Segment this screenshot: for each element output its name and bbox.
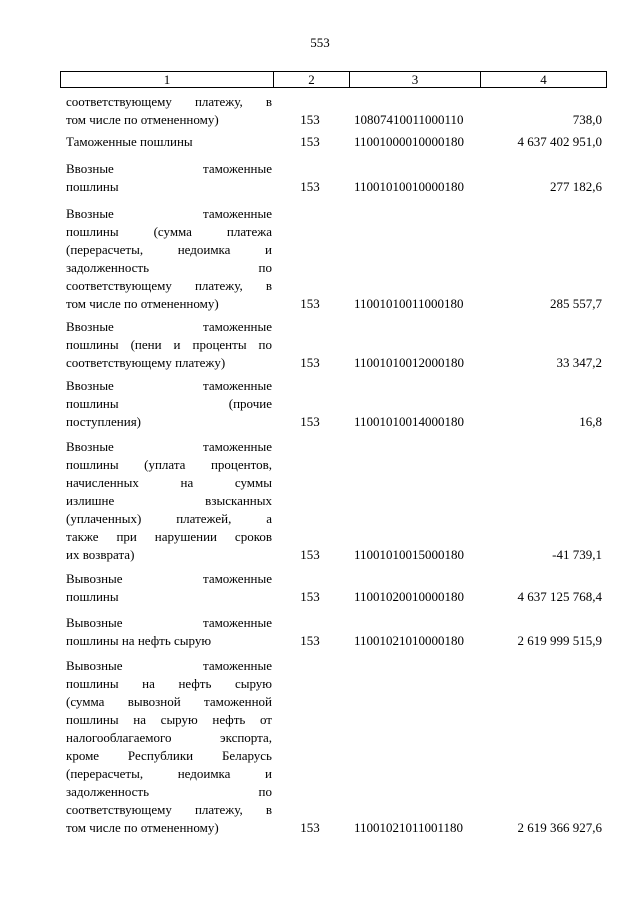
row-amount: 4 637 402 951,0 [517, 134, 602, 149]
row-classification-code: 11001010011000180 [354, 296, 464, 311]
table-header [60, 71, 607, 88]
row-name-line: Ввозные таможенные [66, 161, 272, 176]
row-amount: 2 619 366 927,6 [517, 820, 602, 835]
table-row [60, 93, 602, 129]
row-classification-code: 11001010015000180 [354, 547, 465, 562]
table-row [60, 570, 602, 606]
row-name [66, 438, 272, 564]
row-name-line: (перерасчеты, недоимка и [66, 242, 272, 257]
row-name-line: том числе по отмененному) [66, 112, 219, 127]
header-col-3: 3 [350, 72, 481, 88]
row-admin-code: 153 [300, 112, 320, 127]
table-row [60, 133, 602, 151]
row-name-line: пошлины (пени и проценты по [66, 337, 272, 352]
table-row [60, 205, 602, 313]
row-name-line: соответствующему платежу, в [66, 278, 272, 293]
row-admin-code: 153 [300, 633, 320, 648]
header-col-4: 4 [481, 72, 607, 88]
row-name-line: пошлины на сырую нефть от [66, 712, 272, 727]
row-classification-code: 11001010010000180 [354, 179, 465, 194]
row-name [66, 614, 272, 650]
row-name-line: пошлины [66, 589, 119, 604]
table-row [60, 160, 602, 196]
row-name-line: Ввозные таможенные [66, 439, 272, 454]
row-name-line: задолженность по [66, 260, 272, 275]
row-name [66, 570, 272, 606]
row-name-line: пошлины на нефть сырую [66, 676, 272, 691]
row-name-line: пошлины (сумма платежа [66, 224, 272, 239]
row-name-line: (уплаченных) платежей, а [66, 511, 272, 526]
row-name-line: налогооблагаемого экспорта, [66, 730, 272, 745]
row-classification-code: 11001020010000180 [354, 589, 465, 604]
row-name-line: Ввозные таможенные [66, 319, 272, 334]
row-admin-code: 153 [300, 414, 320, 429]
row-admin-code: 153 [300, 547, 320, 562]
header-col-1: 1 [61, 72, 274, 88]
row-admin-code: 153 [300, 134, 320, 149]
row-name-line: Ввозные таможенные [66, 378, 272, 393]
row-name-line: (сумма вывозной таможенной [66, 694, 272, 709]
table-row [60, 614, 602, 650]
row-admin-code: 153 [300, 589, 320, 604]
row-admin-code: 153 [300, 355, 320, 370]
table-row [60, 318, 602, 372]
row-name-line: пошлины на нефть сырую [66, 633, 212, 648]
row-name [66, 657, 272, 837]
row-classification-code: 10807410011000110 [354, 112, 464, 127]
row-name-line: том числе по отмененному) [66, 296, 219, 311]
row-amount: 16,8 [579, 414, 602, 429]
row-name-line: Вывозные таможенные [66, 571, 272, 586]
table-row [60, 377, 602, 431]
row-name-line: излишне взысканных [66, 493, 272, 508]
row-amount: 2 619 999 515,9 [517, 633, 602, 648]
row-name [66, 318, 272, 372]
row-name [66, 205, 272, 313]
row-classification-code: 11001021011001180 [354, 820, 464, 835]
row-classification-code: 11001010014000180 [354, 414, 465, 429]
row-name-line: Ввозные таможенные [66, 206, 272, 221]
row-name-line: пошлины (уплата процентов, [66, 457, 272, 472]
row-name [66, 377, 272, 431]
row-amount: -41 739,1 [552, 547, 602, 562]
row-amount: 33 347,2 [556, 355, 602, 370]
header-col-2: 2 [274, 72, 350, 88]
table-row [60, 657, 602, 837]
row-classification-code: 11001010012000180 [354, 355, 465, 370]
row-name-line: их возврата) [66, 547, 135, 562]
row-name-line: задолженность по [66, 784, 272, 799]
row-amount: 4 637 125 768,4 [517, 589, 602, 604]
row-name-line: также при нарушении сроков [66, 529, 272, 544]
row-classification-code: 11001000010000180 [354, 134, 465, 149]
row-name-line: (перерасчеты, недоимка и [66, 766, 272, 781]
row-name [66, 160, 272, 196]
row-name-line: соответствующему платежу, в [66, 94, 272, 109]
row-admin-code: 153 [300, 179, 320, 194]
row-admin-code: 153 [300, 820, 320, 835]
row-name-line: пошлины (прочие [66, 396, 272, 411]
row-name-line: пошлины [66, 179, 119, 194]
row-amount: 738,0 [572, 112, 602, 127]
row-name-line: начисленных на суммы [66, 475, 272, 490]
row-name-line: соответствующему платежу) [66, 355, 226, 370]
row-name [66, 93, 272, 129]
table-row [60, 438, 602, 564]
row-amount: 285 557,7 [550, 296, 602, 311]
row-name-line: соответствующему платежу, в [66, 802, 272, 817]
row-admin-code: 153 [300, 296, 320, 311]
row-name-line: поступления) [66, 414, 141, 429]
row-name-line: том числе по отмененному) [66, 820, 219, 835]
row-amount: 277 182,6 [550, 179, 602, 194]
page-number: 553 [310, 35, 330, 50]
row-name-line: Вывозные таможенные [66, 658, 272, 673]
row-name [66, 133, 272, 151]
row-name-line: кроме Республики Беларусь [66, 748, 272, 763]
row-classification-code: 11001021010000180 [354, 633, 465, 648]
row-name-line: Вывозные таможенные [66, 615, 272, 630]
row-name-line: Таможенные пошлины [66, 134, 193, 149]
